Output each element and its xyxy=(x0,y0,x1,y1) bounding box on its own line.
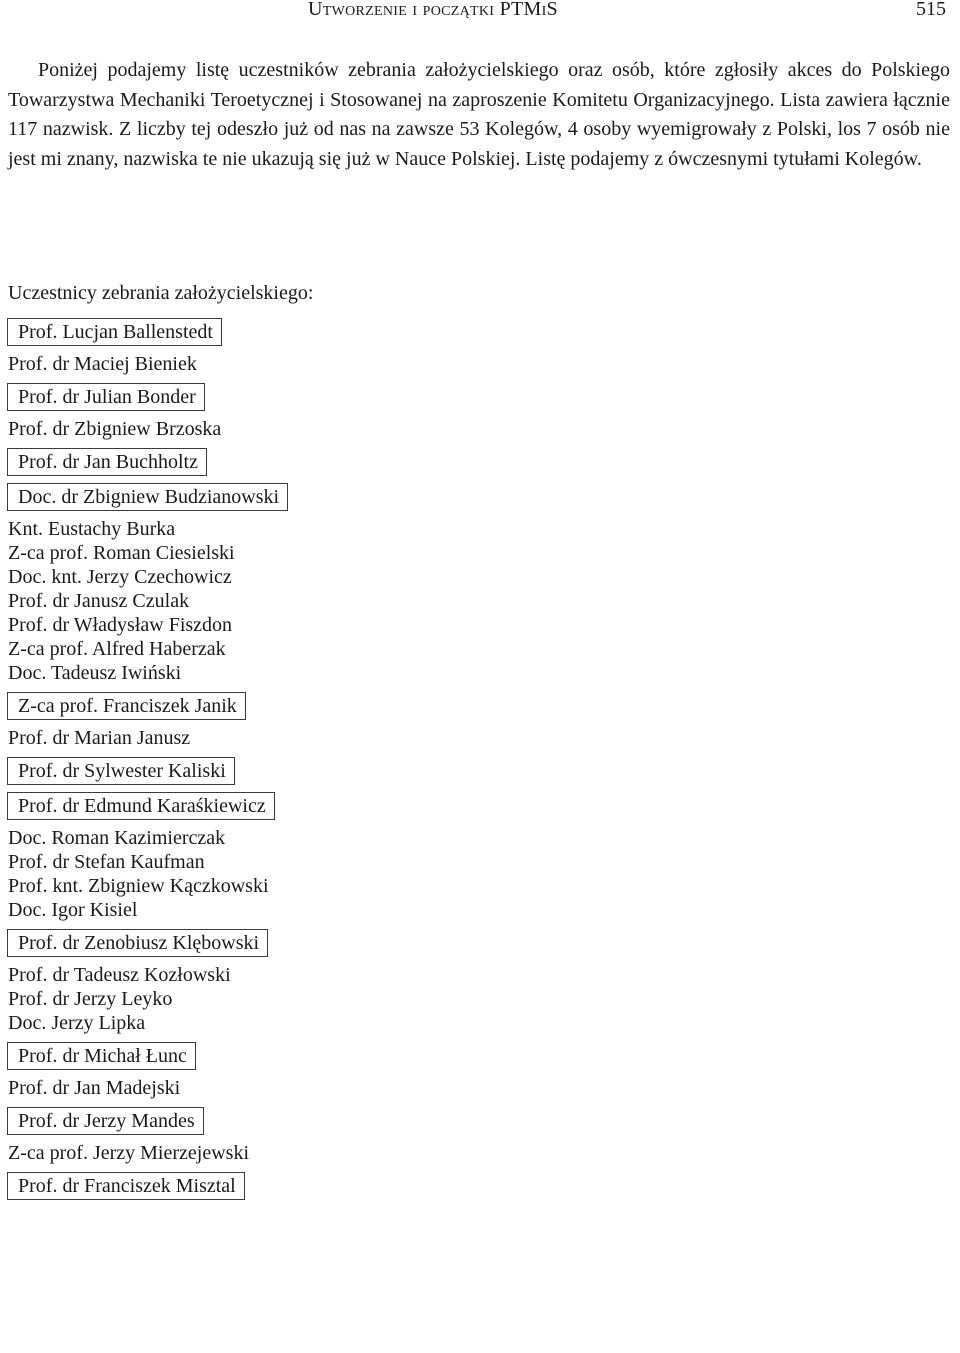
participant-name-boxed: Prof. dr Franciszek Misztal xyxy=(7,1172,245,1200)
participant-name-boxed: Prof. dr Edmund Karaśkiewicz xyxy=(7,792,275,820)
participant-name: Z-ca prof. Roman Ciesielski xyxy=(8,542,235,564)
participant-name-boxed: Prof. dr Michał Łunc xyxy=(7,1042,196,1070)
participant-name-boxed: Prof. dr Zenobiusz Klębowski xyxy=(7,929,268,957)
participant-name-boxed: Prof. dr Julian Bonder xyxy=(7,383,205,411)
participant-name: Prof. dr Tadeusz Kozłowski xyxy=(8,964,231,986)
participant-name: Prof. dr Władysław Fiszdon xyxy=(8,614,233,636)
participant-name-boxed: Prof. dr Jan Buchholtz xyxy=(7,448,207,476)
participant-name: Z-ca prof. Alfred Haberzak xyxy=(8,638,226,660)
participant-name: Prof. dr Maciej Bieniek xyxy=(8,353,197,375)
participant-name: Doc. knt. Jerzy Czechowicz xyxy=(8,566,232,588)
participant-name-boxed: Z-ca prof. Franciszek Janik xyxy=(7,692,246,720)
running-title: Utworzenie i początki PTMiS xyxy=(308,0,558,20)
participant-name: Z-ca prof. Jerzy Mierzejewski xyxy=(8,1142,249,1164)
page-number: 515 xyxy=(916,0,946,20)
participant-name: Knt. Eustachy Burka xyxy=(8,518,176,540)
participant-name: Doc. Tadeusz Iwiński xyxy=(8,662,182,684)
participant-name: Prof. dr Stefan Kaufman xyxy=(8,851,205,873)
participant-name-boxed: Prof. dr Jerzy Mandes xyxy=(7,1107,204,1135)
participant-name-boxed: Doc. dr Zbigniew Budzianowski xyxy=(7,483,288,511)
participant-name: Doc. Igor Kisiel xyxy=(8,899,138,921)
section-heading: Uczestnicy zebrania założycielskiego: xyxy=(8,282,314,304)
participant-name: Doc. Roman Kazimierczak xyxy=(8,827,226,849)
participant-name-boxed: Prof. Lucjan Ballenstedt xyxy=(7,318,222,346)
participant-name: Doc. Jerzy Lipka xyxy=(8,1012,146,1034)
participant-name: Prof. dr Jan Madejski xyxy=(8,1077,181,1099)
participant-name: Prof. dr Jerzy Leyko xyxy=(8,988,173,1010)
participant-name-boxed: Prof. dr Sylwester Kaliski xyxy=(7,757,235,785)
participant-name: Prof. knt. Zbigniew Kączkowski xyxy=(8,875,269,897)
participant-name: Prof. dr Janusz Czulak xyxy=(8,590,190,612)
participant-name: Prof. dr Marian Janusz xyxy=(8,727,191,749)
participant-name: Prof. dr Zbigniew Brzoska xyxy=(8,418,222,440)
participant-list xyxy=(8,318,708,1206)
intro-paragraph: Poniżej podajemy listę uczestników zebrania założycielskiego oraz osób, które zgłosiły akces do Polskiego Towarzystwa Mechaniki Teroetycznej i Stosowanej na zaproszenie Komitetu Organizacyjnego. Lista zawiera łącznie 117 nazwisk. Z liczby tej odeszło już od nas na zawsze 53 Kolegów, 4 osoby wyemigrowały z Polski, los 7 osób nie jest mi znany, nazwiska te nie ukazują się już w Nauce Polskiej. Listę podajemy z ówczesnymi tytułami Kolegów. xyxy=(8,59,950,170)
running-header xyxy=(0,0,960,24)
